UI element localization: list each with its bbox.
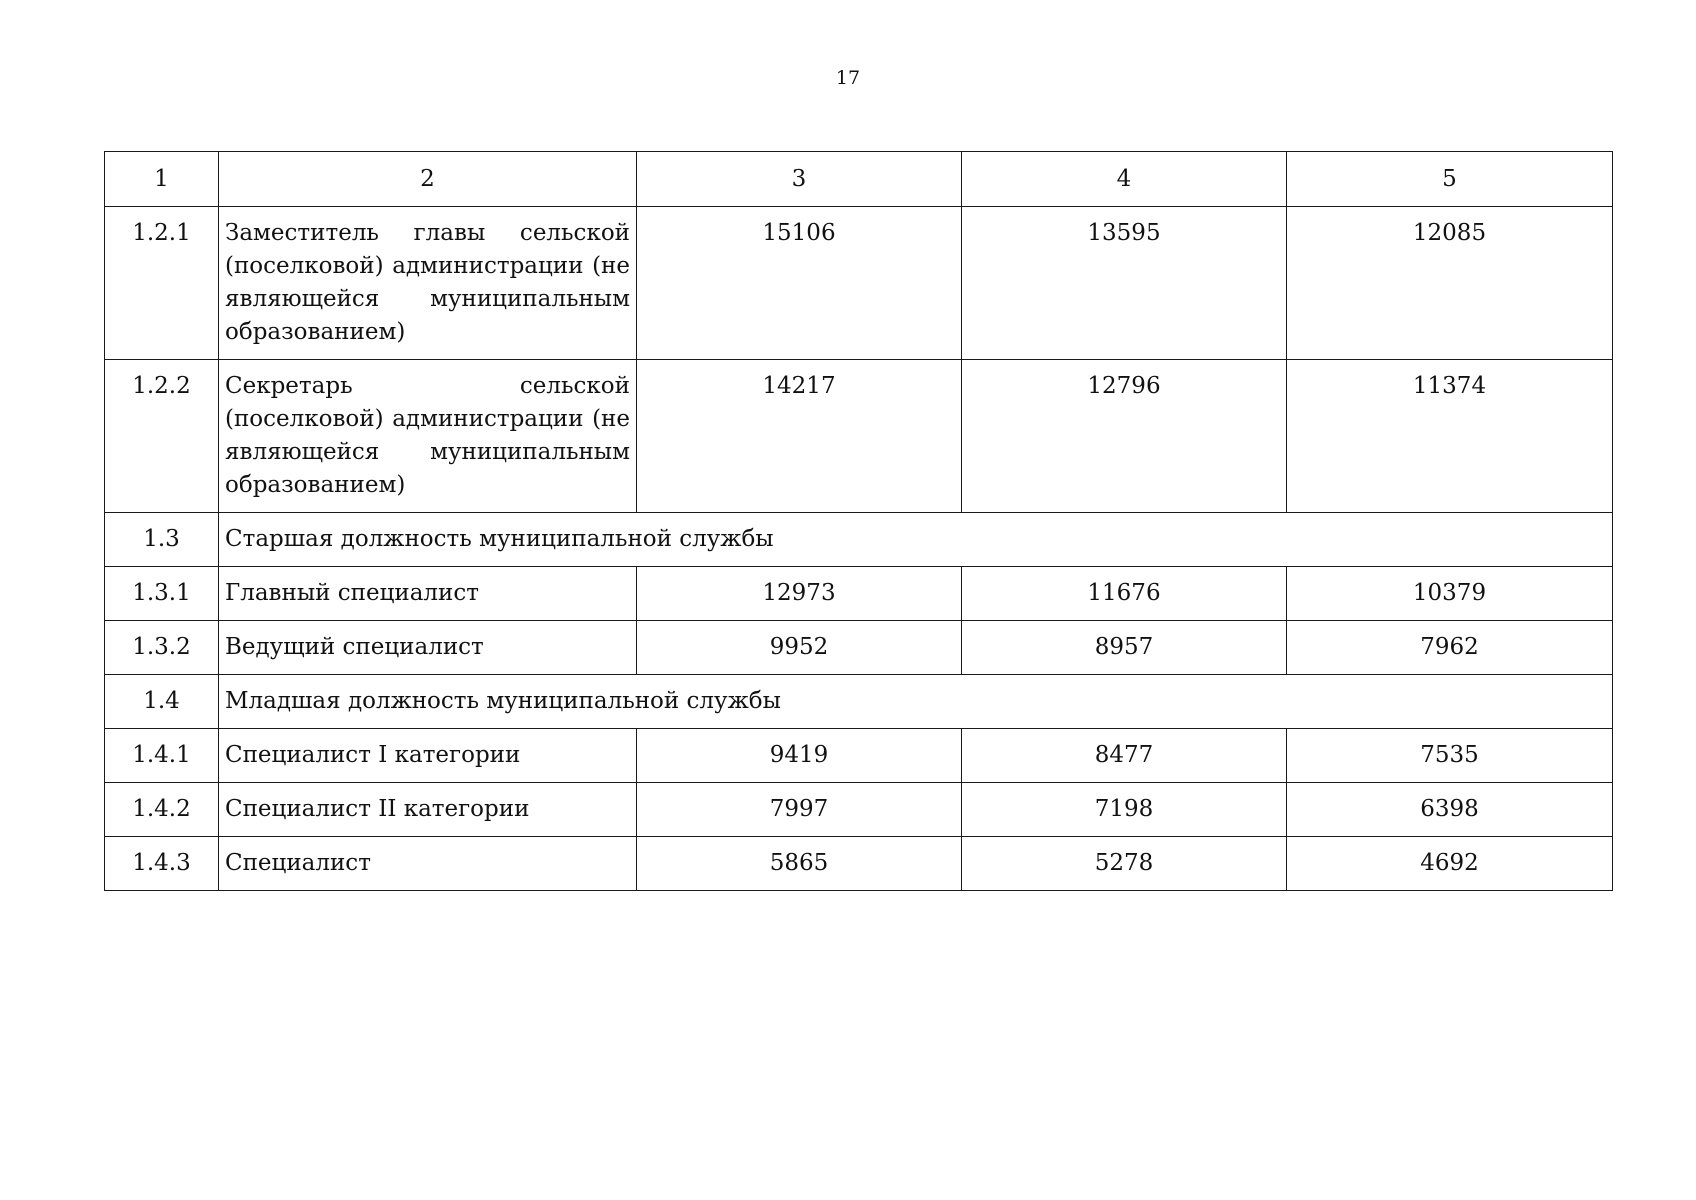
row-number: 1.4.3 [105,837,219,891]
table-row [105,837,1613,891]
row-number: 1.3.1 [105,567,219,621]
section-number: 1.4 [105,675,219,729]
value-col-5: 4692 [1287,837,1613,891]
section-number: 1.3 [105,513,219,567]
position-name: Специалист I категории [219,729,637,783]
table-row [105,207,1613,360]
position-name: Ведущий специалист [219,621,637,675]
position-name: Заместитель главы сельской (поселковой) администрации (не являющейся муниципальным образованием) [219,207,637,360]
column-header: 1 [105,152,219,207]
value-col-3: 5865 [637,837,962,891]
position-name: Специалист [219,837,637,891]
row-number: 1.4.1 [105,729,219,783]
table-row [105,783,1613,837]
table-row [105,567,1613,621]
value-col-5: 6398 [1287,783,1613,837]
value-col-5: 10379 [1287,567,1613,621]
row-number: 1.2.1 [105,207,219,360]
column-header: 2 [219,152,637,207]
value-col-5: 11374 [1287,360,1613,513]
row-number: 1.4.2 [105,783,219,837]
value-col-3: 15106 [637,207,962,360]
value-col-3: 7997 [637,783,962,837]
value-col-4: 8477 [962,729,1287,783]
value-col-5: 7535 [1287,729,1613,783]
salary-table [104,151,1613,891]
section-title: Младшая должность муниципальной службы [219,675,1613,729]
value-col-3: 9419 [637,729,962,783]
value-col-4: 8957 [962,621,1287,675]
value-col-3: 14217 [637,360,962,513]
value-col-4: 13595 [962,207,1287,360]
section-title: Старшая должность муниципальной службы [219,513,1613,567]
table-header-row [105,152,1613,207]
section-row [105,513,1613,567]
value-col-3: 9952 [637,621,962,675]
table-row [105,729,1613,783]
position-name: Специалист II категории [219,783,637,837]
table-row [105,621,1613,675]
column-header: 3 [637,152,962,207]
value-col-5: 7962 [1287,621,1613,675]
row-number: 1.3.2 [105,621,219,675]
value-col-5: 12085 [1287,207,1613,360]
column-header: 4 [962,152,1287,207]
section-row [105,675,1613,729]
row-number: 1.2.2 [105,360,219,513]
value-col-3: 12973 [637,567,962,621]
position-name: Главный специалист [219,567,637,621]
value-col-4: 12796 [962,360,1287,513]
column-header: 5 [1287,152,1613,207]
table-row [105,360,1613,513]
page-number: 17 [835,67,861,89]
value-col-4: 11676 [962,567,1287,621]
value-col-4: 7198 [962,783,1287,837]
position-name: Секретарь сельской (поселковой) администрации (не являющейся муниципальным образованием) [219,360,637,513]
value-col-4: 5278 [962,837,1287,891]
